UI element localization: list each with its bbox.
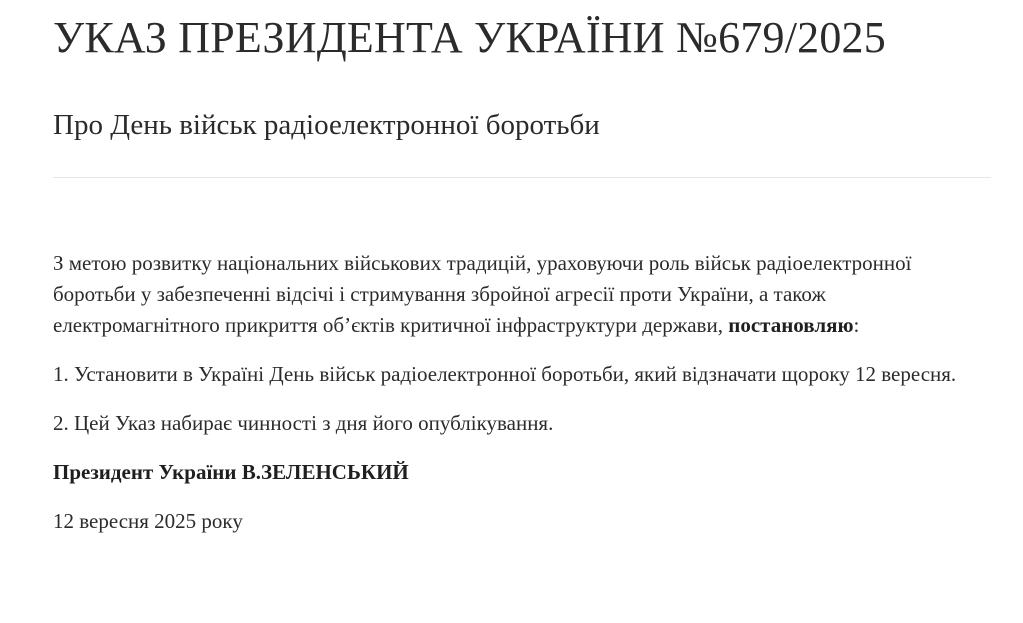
preamble-bold-keyword: постановляю [728,313,854,337]
preamble-text: З метою розвитку національних військових традицій, ураховуючи роль військ радіоелектронної боротьби у забезпеченні відсічі і стримування збройної агресії проти України, а також електромагнітного прикриття об’єктів критичної інфраструктури держави, [53,251,912,337]
preamble-paragraph [53,248,993,341]
decree-item-1: 1. Установити в Україні День військ радіоелектронної боротьби, який відзначати щороку 12 вересня. [53,362,957,386]
decree-date: 12 вересня 2025 року [53,509,243,533]
preamble-suffix: : [853,313,860,337]
decree-subtitle: Про День військ радіоелектронної боротьби [53,109,600,141]
decree-title: УКАЗ ПРЕЗИДЕНТА УКРАЇНИ №679/2025 [53,13,886,62]
decree-item-2: 2. Цей Указ набирає чинності з дня його опублікування. [53,411,554,435]
signature: Президент України В.ЗЕЛЕНСЬКИЙ [53,460,409,484]
divider [53,177,991,178]
decree-body [53,248,993,551]
